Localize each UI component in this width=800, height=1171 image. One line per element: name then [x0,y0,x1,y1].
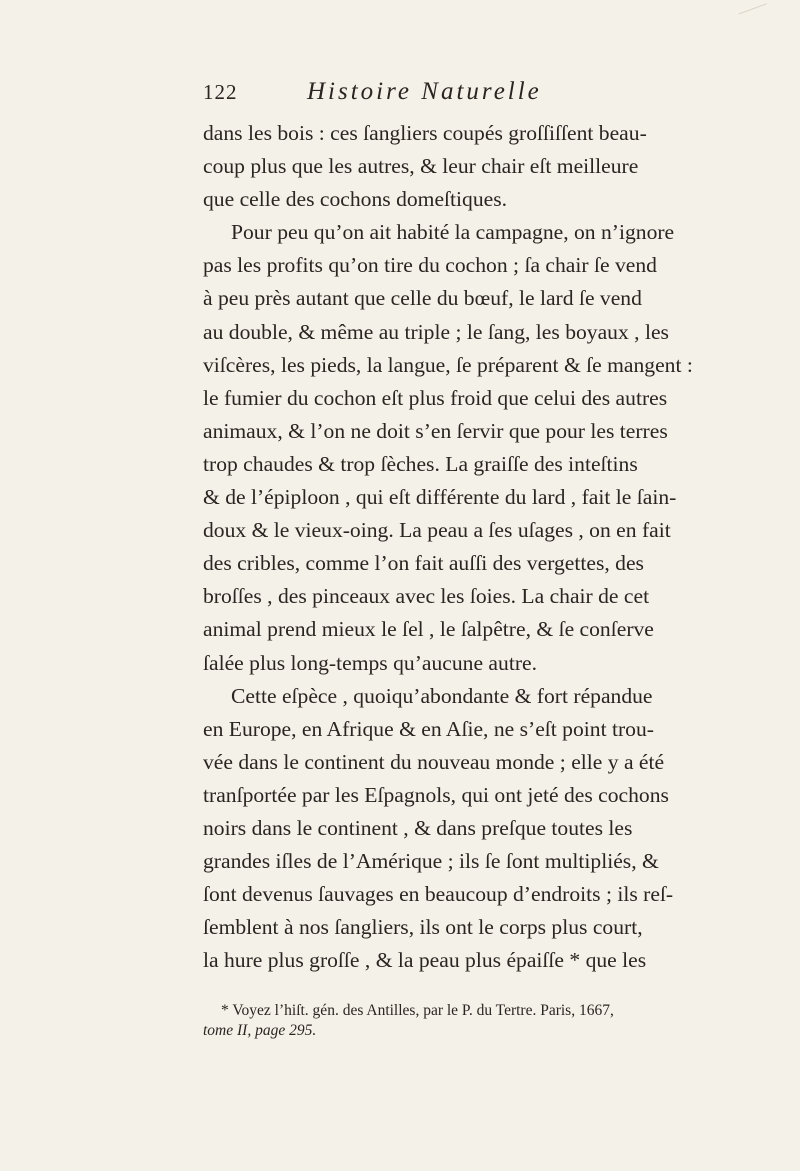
text-line: & de l’épiploon , qui eſt différente du lard , fait le ſain- [203,485,677,510]
text-line: le fumier du cochon eſt plus froid que celui des autres [203,385,668,410]
text-line: ſont devenus ſauvages en beaucoup d’endroits ; ils reſ- [203,882,674,907]
text-line: tranſportée par les Eſpagnols, qui ont jeté des cochons [203,782,669,807]
page-header [203,78,633,106]
text-line: doux & le vieux-oing. La peau a ſes uſages , on en fait [203,518,671,543]
footnote-line: tome II, page 295. [203,1022,317,1039]
text-line: la hure plus groſſe , & la peau plus épaiſſe * que les [203,948,647,973]
text-line: vée dans le continent du nouveau monde ; elle y a été [203,749,665,774]
footnote [203,1001,628,1041]
text-line: Pour peu qu’on ait habité la campagne, on n’ignore [231,220,675,245]
text-line: dans les bois : ces ſangliers coupés groſſiſſent beau- [203,121,647,145]
text-line: que celle des cochons domeſtiques. [203,187,508,212]
text-line: en Europe, en Afrique & en Aſie, ne s’eſt point trou- [203,716,654,741]
text-line: broſſes , des pinceaux avec les ſoies. La chair de cet [203,584,650,609]
text-line: trop chaudes & trop ſèches. La graiſſe des inteſtins [203,451,638,476]
text-line: Cette eſpèce , quoiqu’abondante & fort répandue [231,683,653,708]
text-line: animaux, & l’on ne doit s’en ſervir que pour les terres [203,418,668,443]
text-line: animal prend mieux le ſel , le ſalpêtre, & ſe conſerve [203,617,654,642]
page-number: 122 [203,80,238,104]
paper-mark [738,3,771,27]
text-line: des cribles, comme l’on fait auſſi des vergettes, des [203,551,644,576]
text-line: ſalée plus long-temps qu’aucune autre. [203,650,537,675]
body-text [203,117,693,977]
text-line: noirs dans le continent , & dans preſque toutes les [203,815,633,840]
footnote-line: * Voyez l’hiſt. gén. des Antilles, par le P. du Tertre. Paris, 1667, [221,1002,614,1019]
text-line: ſemblent à nos ſangliers, ils ont le corps plus court, [203,915,643,940]
text-line: grandes iſles de l’Amérique ; ils ſe ſont multipliés, & [203,849,659,874]
text-line: viſcères, les pieds, la langue, ſe préparent & ſe mangent : [203,352,693,377]
text-line: à peu près autant que celle du bœuf, le lard ſe vend [203,286,642,311]
text-line: pas les profits qu’on tire du cochon ; ſa chair ſe vend [203,253,657,278]
text-line: au double, & même au triple ; le ſang, les boyaux , les [203,319,669,344]
text-line: coup plus que les autres, & leur chair eſt meilleure [203,154,639,179]
running-title: Histoire Naturelle [307,78,542,105]
